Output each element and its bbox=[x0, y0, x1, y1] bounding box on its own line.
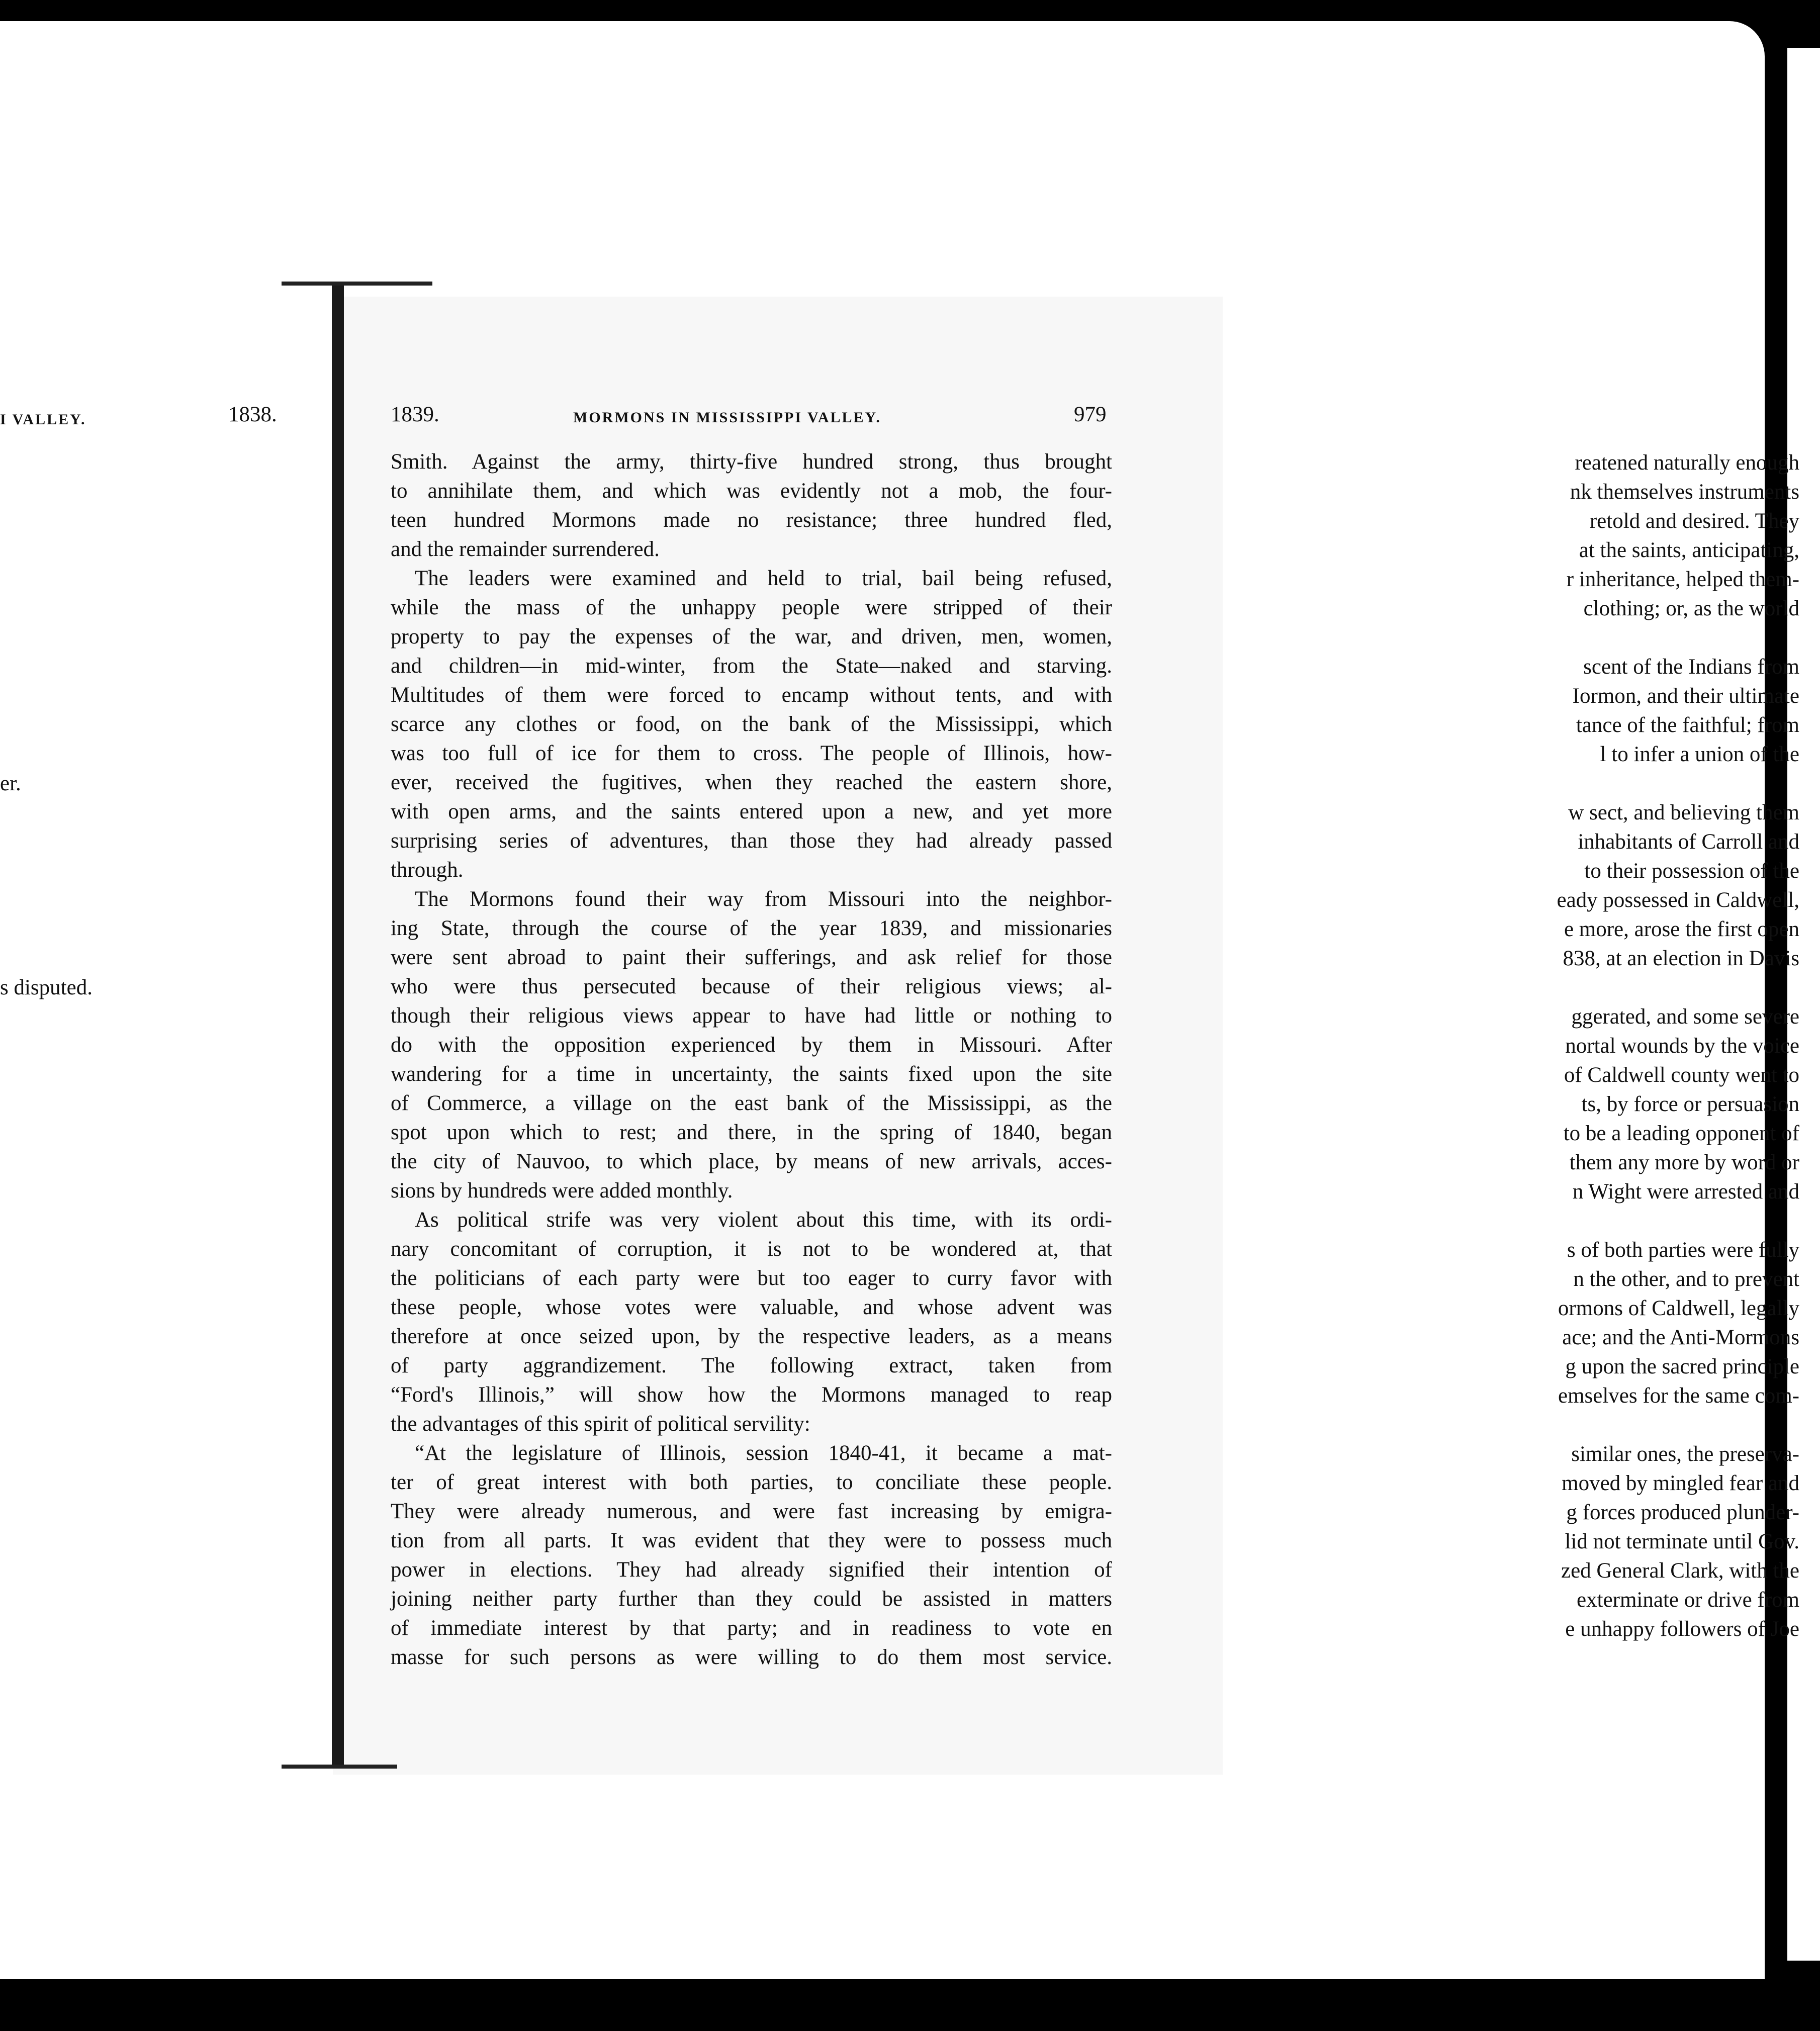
left-line: moved by mingled fear and bbox=[1562, 1471, 1799, 1495]
left-line: retold and desired. They bbox=[1589, 509, 1799, 533]
left-line: exterminate or drive from bbox=[1577, 1588, 1799, 1612]
right-line: The Mormons found their way from Missouri into the neighbor- bbox=[415, 887, 1112, 911]
right-line: Smith. Against the army, thirty-five hundred strong, thus brought bbox=[391, 450, 1112, 474]
right-line: who were thus persecuted because of their religious views; al- bbox=[391, 975, 1112, 998]
right-line: surprising series of adventures, than those they had already passed bbox=[391, 829, 1112, 853]
left-line: r inheritance, helped them- bbox=[1566, 568, 1799, 591]
left-line: lid not terminate until Gov. bbox=[1565, 1530, 1799, 1553]
right-line: the advantages of this spirit of political servility: bbox=[391, 1412, 810, 1436]
right-line: and children—in mid-winter, from the State—naked and starving. bbox=[391, 654, 1112, 678]
right-line: though their religious views appear to have had little or nothing to bbox=[391, 1004, 1112, 1028]
right-line: sions by hundreds were added monthly. bbox=[391, 1179, 733, 1203]
left-line: n the other, and to prevent bbox=[1573, 1267, 1799, 1291]
right-line: was too full of ice for them to cross. The people of Illinois, how- bbox=[391, 742, 1112, 765]
left-line: nortal wounds by the voice bbox=[1565, 1034, 1799, 1058]
left-line: clothing; or, as the world bbox=[1583, 597, 1799, 620]
left-line: Iormon, and their ultimate bbox=[1572, 684, 1799, 708]
right-line: nary concomitant of corruption, it is not to be wondered at, that bbox=[391, 1237, 1112, 1261]
right-line: power in elections. They had already signified their intention of bbox=[391, 1558, 1112, 1582]
right-line: the politicians of each party were but too eager to curry favor with bbox=[391, 1266, 1112, 1290]
left-line: s of both parties were fully bbox=[1567, 1238, 1799, 1262]
left-line: ormons of Caldwell, legally bbox=[1558, 1297, 1799, 1320]
binding-top-edge bbox=[282, 282, 432, 286]
right-line: do with the opposition experienced by them in Missouri. After bbox=[391, 1033, 1112, 1057]
left-line: ace; and the Anti-Mormons bbox=[1562, 1326, 1799, 1349]
right-line: through. bbox=[391, 858, 464, 882]
right-line: ter of great interest with both parties, to conciliate these people. bbox=[391, 1470, 1112, 1494]
right-line: joining neither party further than they could be assisted in matters bbox=[391, 1587, 1112, 1611]
left-line: of Caldwell county went to bbox=[1564, 1063, 1799, 1087]
left-line: inhabitants of Carroll and bbox=[1578, 830, 1799, 854]
right-line: “Ford's Illinois,” will show how the Mormons managed to reap bbox=[391, 1383, 1112, 1407]
right-line: property to pay the expenses of the war, and driven, men, women, bbox=[391, 625, 1112, 649]
left-line: ts, by force or persuasion bbox=[1581, 1092, 1799, 1116]
left-line: similar ones, the preserva- bbox=[1571, 1442, 1799, 1466]
book-spine bbox=[332, 286, 344, 1769]
left-page bbox=[0, 282, 329, 1775]
left-year: 1838. bbox=[228, 403, 277, 426]
right-line: teen hundred Mormons made no resistance; three hundred fled, bbox=[391, 508, 1112, 532]
right-line: of party aggrandizement. The following extract, taken from bbox=[391, 1354, 1112, 1377]
left-line: eady possessed in Caldwell, bbox=[1557, 888, 1799, 912]
right-line: The leaders were examined and held to trial, bail being refused, bbox=[415, 567, 1112, 590]
left-line: 838, at an election in Davis bbox=[1563, 947, 1799, 970]
right-line: Multitudes of them were forced to encamp without tents, and with bbox=[391, 683, 1112, 707]
right-line: masse for such persons as were willing to do them most service. bbox=[391, 1645, 1112, 1669]
left-line: w sect, and believing them bbox=[1568, 801, 1799, 824]
right-line: of immediate interest by that party; and in readiness to vote en bbox=[391, 1616, 1112, 1640]
left-line: e more, arose the first open bbox=[1564, 917, 1799, 941]
left-line: g forces produced plunder- bbox=[1566, 1501, 1799, 1524]
left-line: e unhappy followers of Joe bbox=[1565, 1617, 1799, 1641]
right-line: while the mass of the unhappy people were stripped of their bbox=[391, 596, 1112, 619]
left-line: to be a leading opponent of bbox=[1563, 1122, 1799, 1145]
right-running-head: MORMONS IN MISSISSIPPI VALLEY. bbox=[573, 409, 881, 426]
left-line: n Wight were arrested and bbox=[1572, 1180, 1799, 1204]
right-line: to annihilate them, and which was evidently not a mob, the four- bbox=[391, 479, 1112, 503]
right-line: of Commerce, a village on the east bank of the Mississippi, as the bbox=[391, 1091, 1112, 1115]
left-line: emselves for the same com- bbox=[1558, 1384, 1799, 1408]
right-year: 1839. bbox=[391, 403, 439, 426]
right-line: spot upon which to rest; and there, in the spring of 1840, began bbox=[391, 1121, 1112, 1144]
right-line: scarce any clothes or food, on the bank of the Mississippi, which bbox=[391, 712, 1112, 736]
left-line: l to infer a union of the bbox=[1600, 743, 1799, 766]
left-line: them any more by word or bbox=[1569, 1151, 1799, 1174]
left-line: tance of the faithful; from bbox=[1576, 713, 1799, 737]
left-line: g upon the sacred principle bbox=[1565, 1355, 1799, 1378]
right-line: these people, whose votes were valuable, and whose advent was bbox=[391, 1296, 1112, 1319]
right-line: “At the legislature of Illinois, session 1840-41, it became a mat- bbox=[415, 1441, 1112, 1465]
left-line: at the saints, anticipating, bbox=[1579, 538, 1799, 562]
page-number: 979 bbox=[1074, 403, 1107, 426]
right-line: tion from all parts. It was evident that they were to possess much bbox=[391, 1529, 1112, 1552]
left-line: s disputed. bbox=[0, 976, 93, 999]
left-line: reatened naturally enough bbox=[1575, 451, 1799, 475]
left-line: er. bbox=[0, 772, 21, 795]
right-line: They were already numerous, and were fast increasing by emigra- bbox=[391, 1500, 1112, 1523]
right-line: ing State, through the course of the year 1839, and missionaries bbox=[391, 916, 1112, 940]
right-line: therefore at once seized upon, by the respective leaders, as a means bbox=[391, 1325, 1112, 1348]
right-line: were sent abroad to paint their sufferings, and ask relief for those bbox=[391, 946, 1112, 969]
left-line: nk themselves instruments bbox=[1570, 480, 1799, 504]
right-line: the city of Nauvoo, to which place, by means of new arrivals, acces- bbox=[391, 1150, 1112, 1173]
right-line: and the remainder surrendered. bbox=[391, 537, 660, 561]
left-line: ggerated, and some severe bbox=[1571, 1005, 1799, 1029]
right-line: ever, received the fugitives, when they reached the eastern shore, bbox=[391, 771, 1112, 794]
right-line: wandering for a time in uncertainty, the saints fixed upon the site bbox=[391, 1062, 1112, 1086]
right-line: As political strife was very violent about this time, with its ordi- bbox=[415, 1208, 1112, 1232]
right-line: with open arms, and the saints entered upon a new, and yet more bbox=[391, 800, 1112, 823]
left-line: to their possession of the bbox=[1584, 859, 1799, 883]
left-running-head: I VALLEY. bbox=[0, 411, 86, 428]
binding-bottom-edge bbox=[282, 1765, 397, 1769]
left-line: scent of the Indians from bbox=[1583, 655, 1799, 679]
left-line: zed General Clark, with the bbox=[1561, 1559, 1799, 1583]
